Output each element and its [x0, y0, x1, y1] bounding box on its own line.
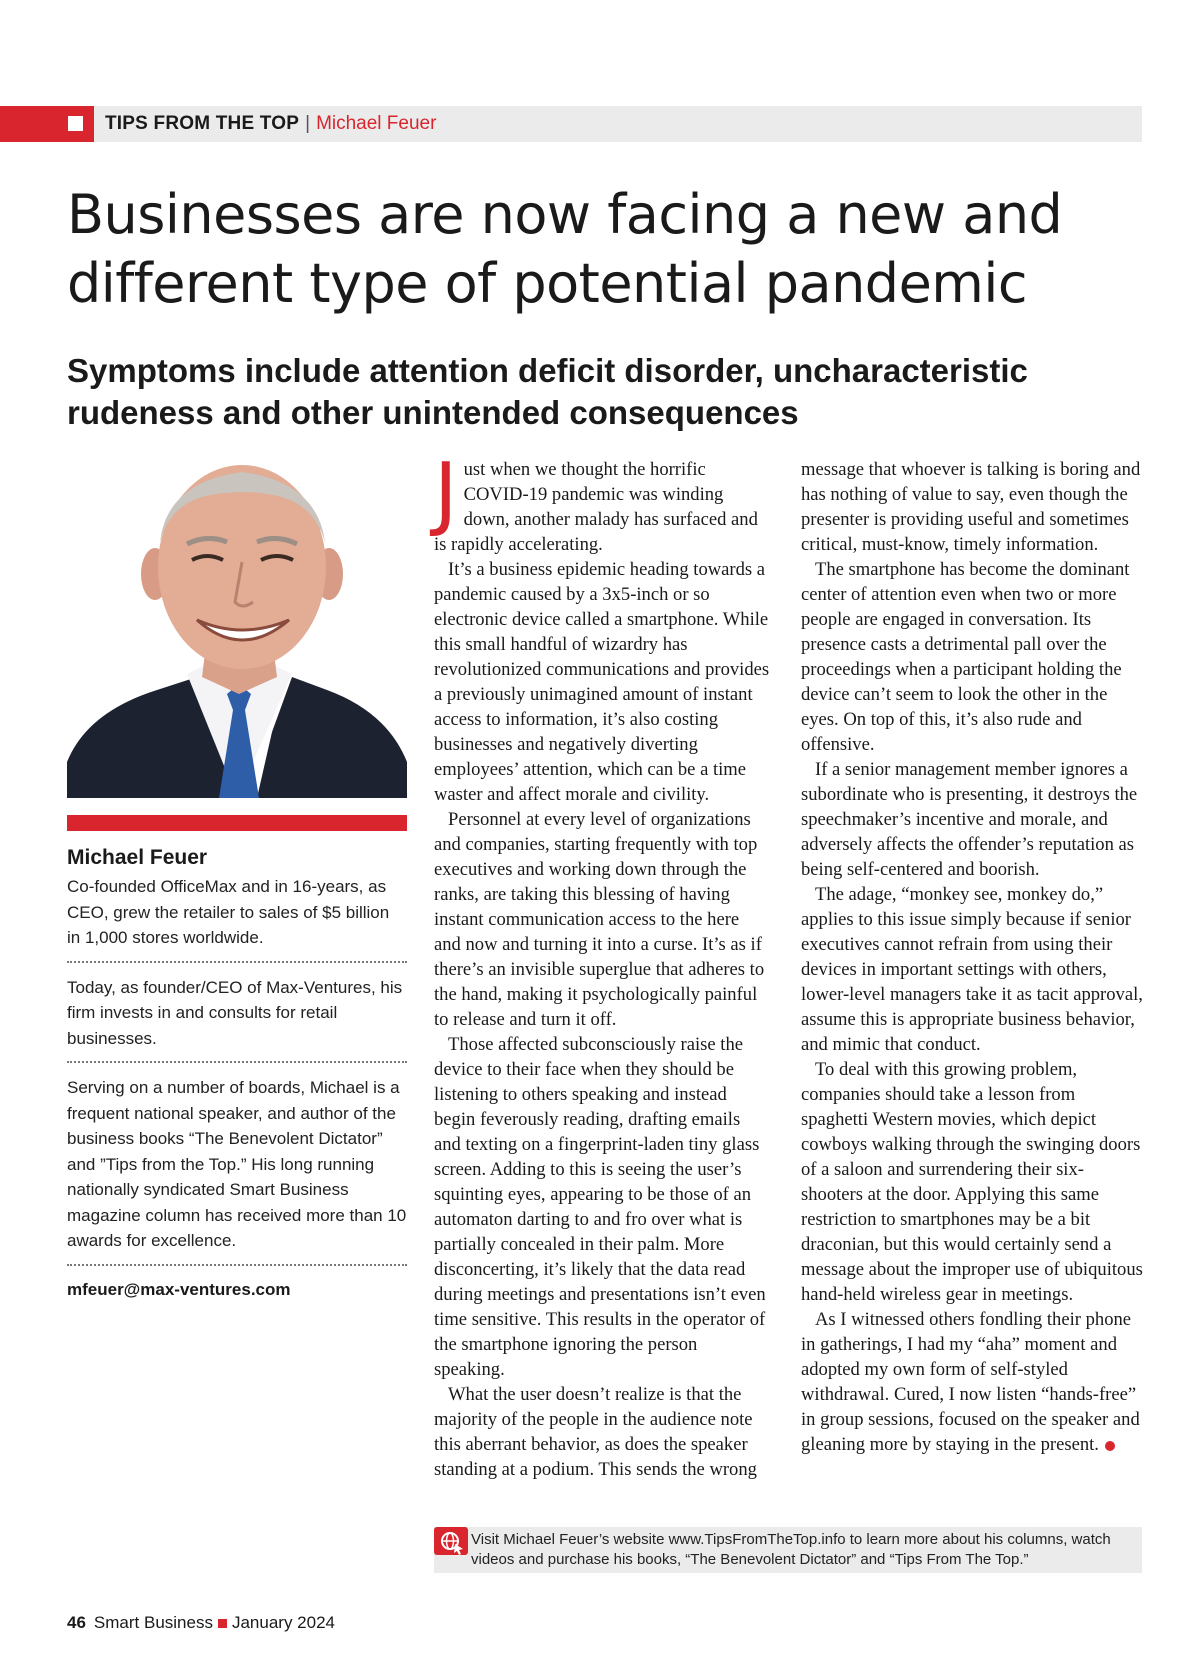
issue-date: January 2024	[231, 1613, 335, 1632]
header-label	[105, 113, 436, 135]
author-email-link[interactable]: mfeuer@max-ventures.com	[67, 1279, 291, 1299]
header-separator: |	[305, 113, 311, 134]
last-paragraph-text: As I witnessed others fondling their phone in gatherings, I had my “aha” moment and adopted my own form of self-styled withdrawal. Cured, I now listen “hands-free” in group sessions, focused on the speaker and gleaning more by staying in the present.	[801, 1309, 1140, 1455]
article-paragraph: To deal with this growing problem, companies should take a lesson from spaghetti Western movies, which depict cowboys walking through the swinging doors of a saloon and surrendering their six-shooters at the door. Applying this same restriction to smartphones may be a bit draconian, but this would certainly send a message about the improper use of ubiquitous hand-held wireless gear in meetings.	[801, 1059, 1143, 1305]
bio-name: Michael Feuer	[67, 846, 208, 869]
website-note-text[interactable]: Visit Michael Feuer’s website www.TipsFromTheTop.info to learn more about his columns, watch videos and purchase his books, “The Benevolent Dictator” and “Tips From The Top.”	[471, 1531, 1111, 1568]
author-bio	[67, 845, 407, 1302]
section-header	[0, 106, 1142, 142]
section-title: TIPS FROM THE TOP	[105, 113, 300, 134]
footer-square-icon	[218, 1619, 227, 1628]
end-mark-icon	[1105, 1441, 1115, 1451]
website-note	[434, 1527, 1142, 1573]
bio-block-1: Co-founded OfficeMax and in 16-years, as CEO, grew the retailer to sales of $5 billion in 1,000 stores worldwide.	[67, 874, 407, 963]
article-paragraph: The smartphone has become the dominant center of attention even when two or more people are engaged in conversation. Its presence casts a detrimental pall over the proceedings when a participant holding the device can’t seem to look the other in the eyes. On top of this, it’s also rude and offensive.	[801, 559, 1130, 755]
header-square-icon	[68, 116, 83, 131]
article-paragraph: The adage, “monkey see, monkey do,” applies to this issue simply because if senior executives cannot refrain from using their devices in important settings with others, lower-level managers take it as tacit approval, assume this is appropriate business behavior, and mimic that conduct.	[801, 884, 1143, 1055]
page-footer	[67, 1612, 335, 1634]
article-paragraph: What the user doesn’t realize is that the majority of the people in the audience note this aberrant behavior, as does the speaker standing at a podium. This sends the wrong	[434, 1384, 757, 1480]
author-photo	[67, 462, 407, 798]
bio-block-3: Serving on a number of boards, Michael is a frequent national speaker, and author of the business books “The Benevolent Dictator” and ”Tips from the Top.” His long running nationally syndicated Smart Business magazine column has received more than 10 awards for excellence.	[67, 1075, 407, 1266]
publication-name: Smart Business	[93, 1613, 213, 1632]
article-paragraph	[434, 446, 770, 557]
article-paragraph: It’s a business epidemic heading towards a pandemic caused by a 3x5-inch or so electronic device called a smartphone. While this small handful of wizardry has revolutionized communications and provides a previously unimagined amount of instant access to information, it’s also costing businesses and negatively diverting employees’ attention, which can be a time waster and affect morale and civility.	[434, 559, 770, 805]
article-paragraph: message that whoever is talking is boring and has nothing of value to say, even though the presenter is providing useful and sometimes critical, must-know, timely information.	[801, 459, 1141, 555]
article-headline: Businesses are now facing a new and different type of potential pandemic	[67, 183, 1063, 315]
article-paragraph: Personnel at every level of organizations and companies, starting frequently with top executives and working down through the ranks, are taking this blessing of having instant communication access to the here and now and turning it into a curse. It’s as if there’s an invisible superglue that adheres to the hand, making it psychologically painful to release and turn it off.	[434, 809, 765, 1030]
bio-divider	[67, 815, 407, 831]
article-subhead: Symptoms include attention deficit disorder, uncharacteristic rudeness and other unintended consequences	[67, 352, 1028, 431]
bio-block-2: Today, as founder/CEO of Max-Ventures, his firm invests in and consults for retail businesses.	[67, 975, 407, 1064]
header-author: Michael Feuer	[316, 113, 437, 134]
article-paragraph	[801, 1307, 1143, 1457]
header-accent-block	[0, 106, 94, 142]
article-column-2	[801, 457, 1143, 1457]
drop-cap: J	[434, 446, 458, 539]
article-column-1	[434, 446, 770, 1482]
article-paragraph: Those affected subconsciously raise the device to their face when they should be listening to others speaking and instead begin feverously reading, drafting emails and texting on a fingerprint-laden tiny glass screen. Adding to this is seeing the user’s squinting eyes, appearing to be those of an automaton darting to and fro over what is partially concealed in their palm. More disconcerting, it’s likely that the data read during meetings and presentations isn’t even time sensitive. This results in the operator of the smartphone ignoring the person speaking.	[434, 1034, 766, 1380]
page-number: 46	[67, 1613, 86, 1632]
first-paragraph-text: ust when we thought the horrific COVID-19 pandemic was winding down, another malady has surfaced and is rapidly accelerating.	[434, 459, 758, 555]
globe-click-icon	[434, 1527, 468, 1555]
article-paragraph: If a senior management member ignores a subordinate who is presenting, it destroys the speechmaker’s incentive and morale, and adversely affects the offender’s reputation as being self-centered and boorish.	[801, 759, 1138, 880]
